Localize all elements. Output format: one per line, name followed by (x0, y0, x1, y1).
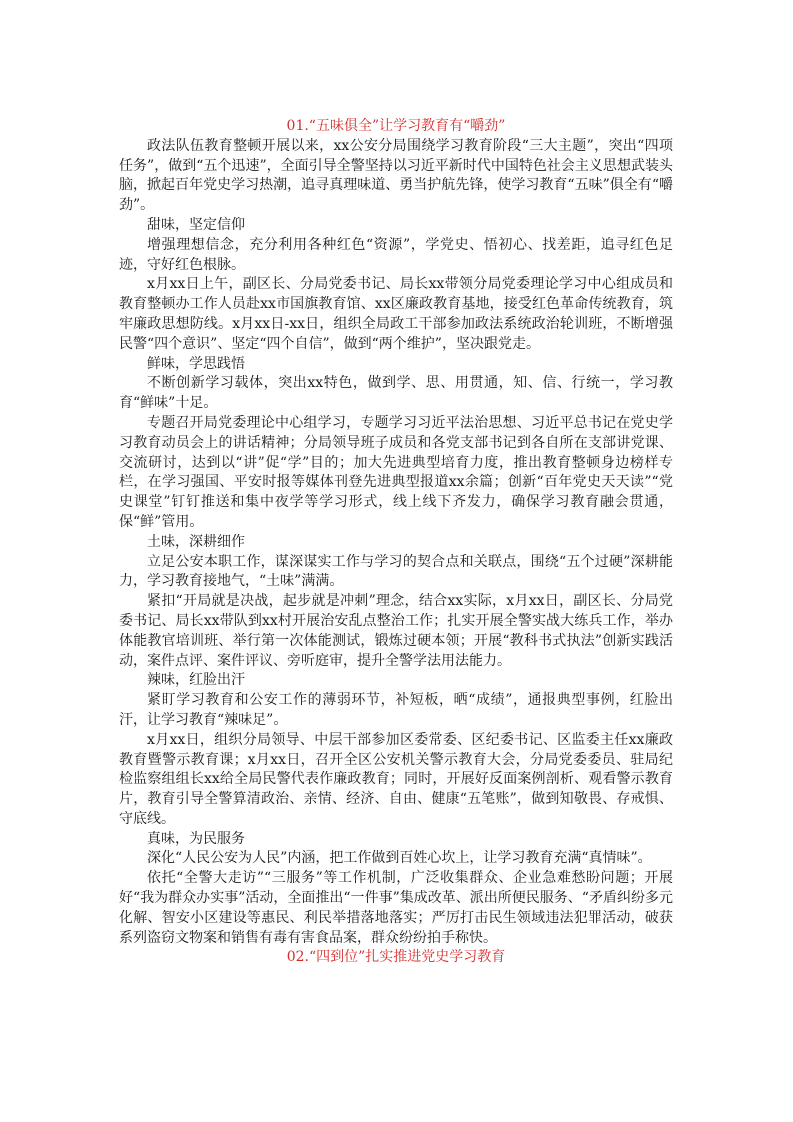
section-heading: 01.“五味俱全”让学习教育有“嚼劲” (286, 118, 506, 134)
section-heading: 02.“四到位”扎实推进党史学习教育 (286, 949, 506, 966)
paragraph: 紧盯学习教育和公安工作的薄弱环节，补短板，晒“成绩”，通报典型事例，红脸出汗，让学习教育“辣味足”。 (119, 692, 673, 728)
paragraph: 真味，为民服务 (147, 830, 245, 847)
paragraph: x月xx日上午，副区长、分局党委书记、局长xx带领分局党委理论学习中心组成员和教育整顿办工作人员赴xx市国旗教育馆、xx区廉政教育基地，接受红色革命传统教育，筑牢廉政思想防线。x月xx日-xx日，组织全局政工干部参加政法系统政治轮训班，不断增强民警“四个意识”、坚定“四个自信”，做到“两个维护”，坚决跟党走。 (119, 276, 673, 352)
paragraph: 依托“全警大走访”“三服务”等工作机制，广泛收集群众、企业急难愁盼问题；开展好“我为群众办实事”活动，全面推出“一件事”集成改革、派出所便民服务、“矛盾纠纷多元化解、智安小区建设等惠民、利民举措落地落实；严厉打击民生领域违法犯罪活动，破获系列盗窃文物案和销售有毒有害食品案，群众纷纷拍手称快。 (119, 870, 673, 946)
paragraph: 深化“人民公安为人民”内涵，把工作做到百姓心坎上，让学习教育充满“真情味”。 (147, 850, 652, 867)
paragraph: 紧扣“开局就是决战，起步就是冲刺”理念，结合xx实际，x月xx日，副区长、分局党委书记、局长xx带队到xx村开展治安乱点整治工作；扎实开展全警实战大练兵工作，举办体能教官培训班、举行第一次体能测试，锻炼过硬本领；开展“教科书式执法”创新实践活动，案件点评、案件评议、旁听庭审，提升全警学法用法能力。 (119, 593, 673, 669)
paragraph: 甜味，坚定信仰 (147, 216, 245, 233)
paragraph: 土味，深耕细作 (147, 533, 245, 550)
paragraph: 专题召开局党委理论中心组学习，专题学习习近平法治思想、习近平总书记在党史学习教育动员会上的讲话精神；分局领导班子成员和各党支部书记到各自所在支部讲党课、交流研讨，达到以“讲”促“学”目的；加大先进典型培育力度，推出教育整顿身边榜样专栏，在学习强国、平安时报等媒体刊登先进典型报道xx余篇；创新“百年党史天天读”“党史课堂”钉钉推送和集中夜学等学习形式，线上线下齐发力，确保学习教育融会贯通，保“鲜”管用。 (119, 414, 673, 530)
paragraph: 鲜味，学思践悟 (147, 355, 245, 372)
paragraph: 增强理想信念，充分利用各种红色“资源”，学党史、悟初心、找差距，追寻红色足迹，守好红色根脉。 (119, 236, 673, 273)
paragraph: 辣味，红脸出汗 (147, 672, 245, 689)
paragraph: 不断创新学习载体，突出xx特色，做到学、思、用贯通，知、信、行统一，学习教育“鲜味”十足。 (119, 375, 673, 412)
paragraph: 立足公安本职工作，谋深谋实工作与学习的契合点和关联点，围绕“五个过硬”深耕能力，学习教育接地气，“土味”满满。 (119, 553, 673, 590)
document-body (119, 117, 673, 968)
paragraph: 政法队伍教育整顿开展以来，xx公安分局围绕学习教育阶段“三大主题”，突出“四项任务”，做到“五个迅速”，全面引导全警坚持以习近平新时代中国特色社会主义思想武装头脑，掀起百年党史学习热潮，追寻真理味道、勇当护航先锋，使学习教育“五味”俱全有“嚼劲”。 (119, 137, 673, 214)
paragraph: x月xx日，组织分局领导、中层干部参加区委常委、区纪委书记、区监委主任xx廉政教育暨警示教育课；x月xx日，召开全区公安机关警示教育大会，分局党委委员、驻局纪检监察组组长xx给全局民警代表作廉政教育；同时，开展好反面案例剖析、观看警示教育片，教育引导全警算清政治、亲情、经济、自由、健康“五笔账”，做到知敬畏、存戒惧、守底线。 (119, 731, 673, 827)
